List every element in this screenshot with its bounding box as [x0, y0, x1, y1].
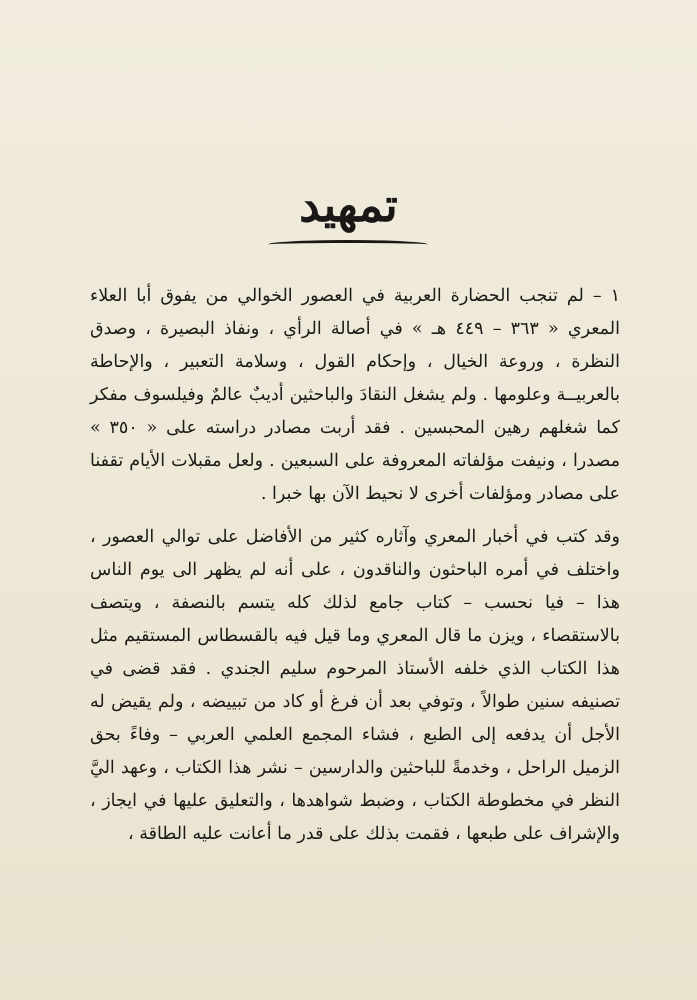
body-text: [90, 280, 620, 861]
heading-flourish: [268, 240, 428, 249]
paragraph-2: وقد كتب في أخبار المعري وآثاره كثير من الأفاضل على توالي العصور ، واختلف في أمره الباحثون والناقدون ، على أنه لم يظهر الى يوم الناس هذا – فيا نحسب – كتاب جامع لذلك كله يتسم بالنصفة ، ويتصف بالاستقصاء ، ويزن ما قال المعري وما قيل فيه بالقسطاس المستقيم مثل هذا الكتاب الذي خلفه الأستاذ المرحوم سليم الجندي . فقد قضى في تصنيفه سنين طوالاً ، وتوفي بعد أن فرغ أو كاد من تبييضه ، ولم يقيض له الأجل أن يدفعه إلى الطبع ، فشاء المجمع العلمي العربي – وفاءً بحق الزميل الراحل ، وخدمةً للباحثين والدارسين – نشر هذا الكتاب ، وعهد اليَّ النظر في مخطوطة الكتاب ، وضبط شواهدها ، والتعليق عليها في ايجاز ، والإشراف على طبعها ، فقمت بذلك على قدر ما أعانت عليه الطاقة ،: [90, 527, 620, 844]
paragraph-1: ١ – لم تنجب الحضارة العربية في العصور الخوالي من يفوق أبا العلاء المعري « ٣٦٣ – ٤٤٩ هـ » في أصالة الرأي ، ونفاذ البصيرة ، وصدق النظرة ، وروعة الخيال ، وإحكام القول ، وسلامة التعبير ، والإحاطة بالعربيــة وعلومها . ولم يشغل النقادَ والباحثين أديبٌ عالمٌ وفيلسوف مفكر كما شغلهم رهين المحبسين . فقد أربت مصادر دراسته على « ٣٥٠ » مصدرا ، ونيفت مؤلفاته المعروفة على السبعين . ولعل مقبلات الأيام تقفنا على مصادر ومؤلفات أخرى لا نحيط الآن بها خبرا .: [90, 286, 620, 504]
page-heading: تمهيد: [299, 178, 398, 232]
